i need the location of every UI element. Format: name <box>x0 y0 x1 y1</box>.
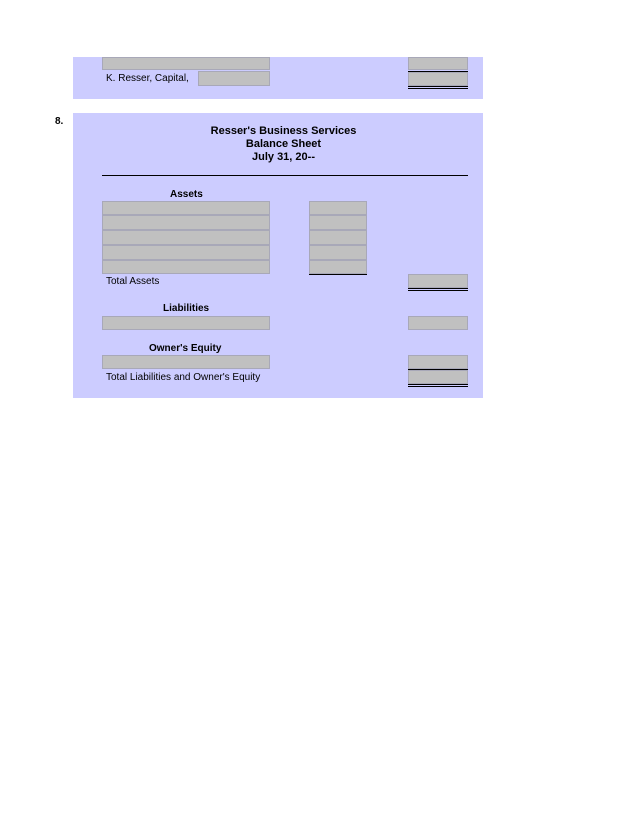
total-assets-double-rule-2 <box>408 290 468 291</box>
liability-account-cell[interactable] <box>102 316 270 330</box>
capital-amount-cell[interactable] <box>408 72 468 86</box>
total-liab-equity-amount-cell[interactable] <box>408 370 468 384</box>
asset-amount-cell[interactable] <box>309 245 367 260</box>
assets-heading: Assets <box>170 189 203 200</box>
asset-subtotal-rule <box>309 274 367 275</box>
liabilities-heading: Liabilities <box>163 303 210 314</box>
liability-amount-cell[interactable] <box>408 316 468 330</box>
asset-account-cell[interactable] <box>102 230 270 245</box>
asset-amount-cell[interactable] <box>309 215 367 230</box>
capital-double-rule-1 <box>408 86 468 87</box>
problem-number: 8. <box>55 116 64 127</box>
asset-account-cell[interactable] <box>102 215 270 230</box>
asset-amount-cell[interactable] <box>309 201 367 215</box>
total-assets-amount-cell[interactable] <box>408 274 468 288</box>
total-liab-equity-double-rule-2 <box>408 386 468 387</box>
heading-rule <box>102 175 468 176</box>
total-liab-equity-double-rule-1 <box>408 384 468 385</box>
statement-name: Balance Sheet <box>245 138 322 150</box>
capital-date-cell[interactable] <box>198 71 270 86</box>
equity-amount-cell[interactable] <box>408 355 468 369</box>
capital-label: K. Resser, Capital, <box>106 73 189 84</box>
asset-account-cell[interactable] <box>102 201 270 215</box>
company-name: Resser's Business Services <box>210 125 357 137</box>
capital-double-rule-2 <box>408 88 468 89</box>
total-assets-double-rule-1 <box>408 288 468 289</box>
statement-date: July 31, 20-- <box>252 151 315 163</box>
top-account-cell[interactable] <box>102 57 270 70</box>
equity-account-cell[interactable] <box>102 355 270 369</box>
equity-heading: Owner's Equity <box>149 343 222 354</box>
total-assets-label: Total Assets <box>106 276 160 287</box>
total-liab-equity-label: Total Liabilities and Owner's Equity <box>106 372 261 383</box>
asset-account-cell[interactable] <box>102 245 270 260</box>
asset-amount-cell[interactable] <box>309 260 367 274</box>
asset-account-cell[interactable] <box>102 260 270 274</box>
top-amount-cell[interactable] <box>408 57 468 70</box>
asset-amount-cell[interactable] <box>309 230 367 245</box>
